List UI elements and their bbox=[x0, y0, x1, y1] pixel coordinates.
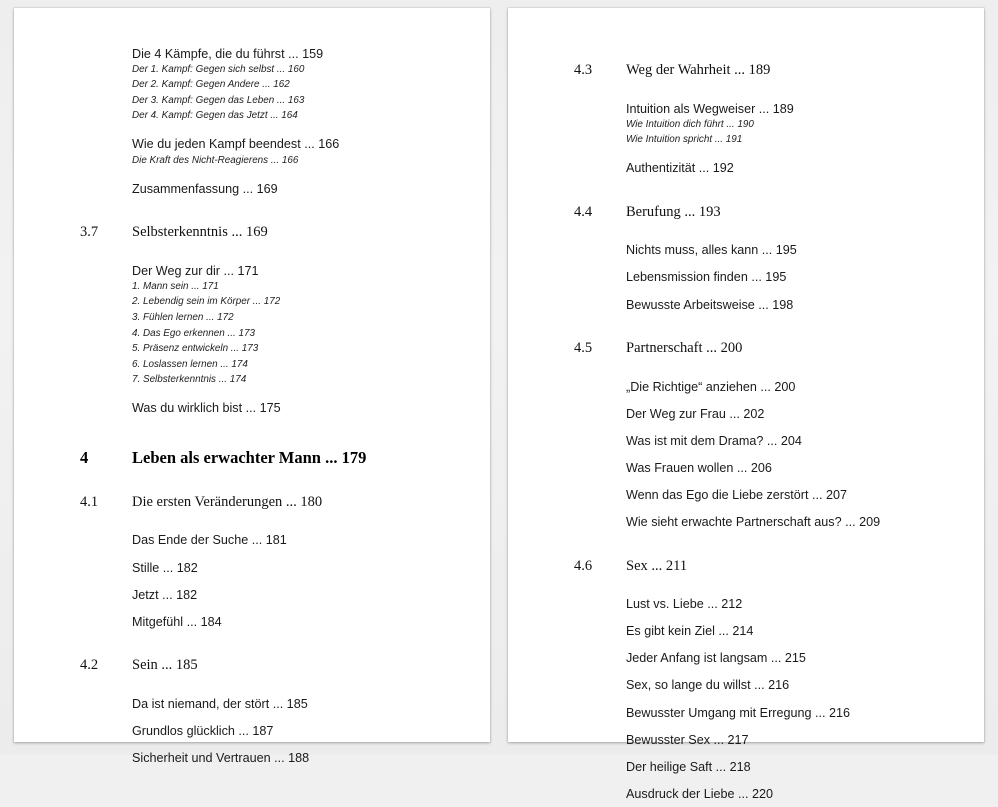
toc-subentry[interactable]: 4. Das Ego erkennen ... 173 bbox=[132, 327, 255, 339]
toc-section-row[interactable] bbox=[14, 657, 490, 674]
toc-entry[interactable]: Was Frauen wollen ... 206 bbox=[626, 460, 772, 475]
toc-chapter-row[interactable] bbox=[14, 448, 490, 468]
section-title: Selbsterkenntnis ... 169 bbox=[132, 224, 268, 241]
toc-subentry[interactable]: Der 4. Kampf: Gegen das Jetzt ... 164 bbox=[132, 110, 298, 122]
section-number: 3.7 bbox=[80, 224, 99, 241]
toc-entry[interactable]: Wenn das Ego die Liebe zerstört ... 207 bbox=[626, 488, 847, 502]
toc-subentry[interactable]: Der 2. Kampf: Gegen Andere ... 162 bbox=[132, 79, 290, 91]
toc-entry[interactable]: Sex, so lange du willst ... 216 bbox=[626, 678, 790, 693]
toc-entry[interactable]: Der Weg zur dir ... 171 bbox=[132, 263, 259, 278]
page-left-content bbox=[14, 8, 490, 765]
toc-subentry[interactable]: Der 3. Kampf: Gegen das Leben ... 163 bbox=[132, 94, 305, 106]
section-title: Weg der Wahrheit ... 189 bbox=[626, 62, 771, 78]
toc-entry[interactable]: Intuition als Wegweiser ... 189 bbox=[626, 101, 794, 116]
toc-entry[interactable]: Jeder Anfang ist langsam ... 215 bbox=[626, 651, 806, 666]
toc-subentry[interactable]: Wie Intuition dich führt ... 190 bbox=[626, 118, 754, 130]
toc-entry[interactable]: Sicherheit und Vertrauen ... 188 bbox=[132, 750, 310, 765]
toc-entry[interactable]: Der Weg zur Frau ... 202 bbox=[626, 406, 765, 421]
toc-subentry[interactable]: 1. Mann sein ... 171 bbox=[132, 280, 219, 292]
page-right-content bbox=[508, 8, 984, 801]
toc-entry[interactable]: „Die Richtige“ anziehen ... 200 bbox=[626, 379, 796, 394]
toc-entry[interactable]: Zusammenfassung ... 169 bbox=[132, 181, 278, 196]
toc-entry[interactable]: Lust vs. Liebe ... 212 bbox=[626, 597, 743, 612]
toc-section-row[interactable] bbox=[14, 224, 490, 241]
toc-entry[interactable]: Nichts muss, alles kann ... 195 bbox=[626, 243, 797, 258]
toc-entry[interactable]: Bewusster Umgang mit Erregung ... 216 bbox=[626, 705, 850, 720]
toc-section-row[interactable] bbox=[508, 62, 984, 79]
chapter-number: 4 bbox=[80, 447, 89, 467]
section-number: 4.2 bbox=[80, 657, 99, 674]
toc-subentry[interactable]: 2. Lebendig sein im Körper ... 172 bbox=[132, 296, 281, 308]
toc-subentry[interactable]: Wie Intuition spricht ... 191 bbox=[626, 134, 743, 146]
toc-entry[interactable]: Die 4 Kämpfe, die du führst ... 159 bbox=[132, 46, 324, 61]
section-title: Sein ... 185 bbox=[132, 657, 198, 674]
toc-entry[interactable]: Wie du jeden Kampf beendest ... 166 bbox=[132, 137, 340, 152]
toc-subentry[interactable]: 7. Selbsterkenntnis ... 174 bbox=[132, 374, 247, 386]
toc-entry[interactable]: Stille ... 182 bbox=[132, 560, 198, 575]
toc-entry[interactable]: Es gibt kein Ziel ... 214 bbox=[626, 624, 754, 639]
toc-subentry[interactable]: Die Kraft des Nicht-Reagierens ... 166 bbox=[132, 154, 299, 166]
toc-entry[interactable]: Da ist niemand, der stört ... 185 bbox=[132, 696, 308, 711]
section-number: 4.4 bbox=[574, 203, 593, 220]
toc-entry[interactable]: Was du wirklich bist ... 175 bbox=[132, 401, 281, 416]
toc-entry[interactable]: Der heilige Saft ... 218 bbox=[626, 759, 751, 774]
toc-entry[interactable]: Ausdruck der Liebe ... 220 bbox=[626, 786, 774, 801]
toc-entry[interactable]: Bewusste Arbeitsweise ... 198 bbox=[626, 297, 794, 312]
toc-section-row[interactable] bbox=[508, 204, 984, 221]
section-title: Partnerschaft ... 200 bbox=[626, 340, 743, 357]
toc-entry[interactable]: Lebensmission finden ... 195 bbox=[626, 270, 787, 285]
toc-entry[interactable]: Bewusster Sex ... 217 bbox=[626, 732, 749, 747]
toc-entry[interactable]: Wie sieht erwachte Partnerschaft aus? ... 209 bbox=[626, 515, 881, 530]
toc-entry[interactable]: Was ist mit dem Drama? ... 204 bbox=[626, 433, 802, 448]
chapter-title: Leben als erwachter Mann ... 179 bbox=[132, 447, 367, 467]
section-number: 4.3 bbox=[574, 62, 593, 78]
section-title: Die ersten Veränderungen ... 180 bbox=[132, 493, 323, 510]
toc-entry[interactable]: Das Ende der Suche ... 181 bbox=[132, 533, 287, 548]
page-right bbox=[508, 8, 984, 801]
toc-entry[interactable]: Jetzt ... 182 bbox=[132, 587, 198, 602]
toc-section-row[interactable] bbox=[14, 494, 490, 511]
section-number: 4.1 bbox=[80, 493, 99, 510]
toc-section-row[interactable] bbox=[508, 558, 984, 575]
toc-subentry[interactable]: 5. Präsenz entwickeln ... 173 bbox=[132, 343, 259, 355]
toc-subentry[interactable]: Der 1. Kampf: Gegen sich selbst ... 160 bbox=[132, 63, 305, 75]
section-title: Sex ... 211 bbox=[626, 557, 688, 574]
toc-section-row[interactable] bbox=[508, 340, 984, 357]
toc-entry[interactable]: Grundlos glücklich ... 187 bbox=[132, 723, 274, 738]
page-left bbox=[14, 8, 490, 765]
section-title: Berufung ... 193 bbox=[626, 203, 721, 220]
section-number: 4.6 bbox=[574, 557, 593, 574]
section-number: 4.5 bbox=[574, 340, 593, 357]
toc-subentry[interactable]: 6. Loslassen lernen ... 174 bbox=[132, 358, 248, 370]
toc-subentry[interactable]: 3. Fühlen lernen ... 172 bbox=[132, 312, 234, 324]
toc-entry[interactable]: Authentizität ... 192 bbox=[626, 161, 734, 176]
toc-entry[interactable]: Mitgefühl ... 184 bbox=[132, 614, 222, 629]
